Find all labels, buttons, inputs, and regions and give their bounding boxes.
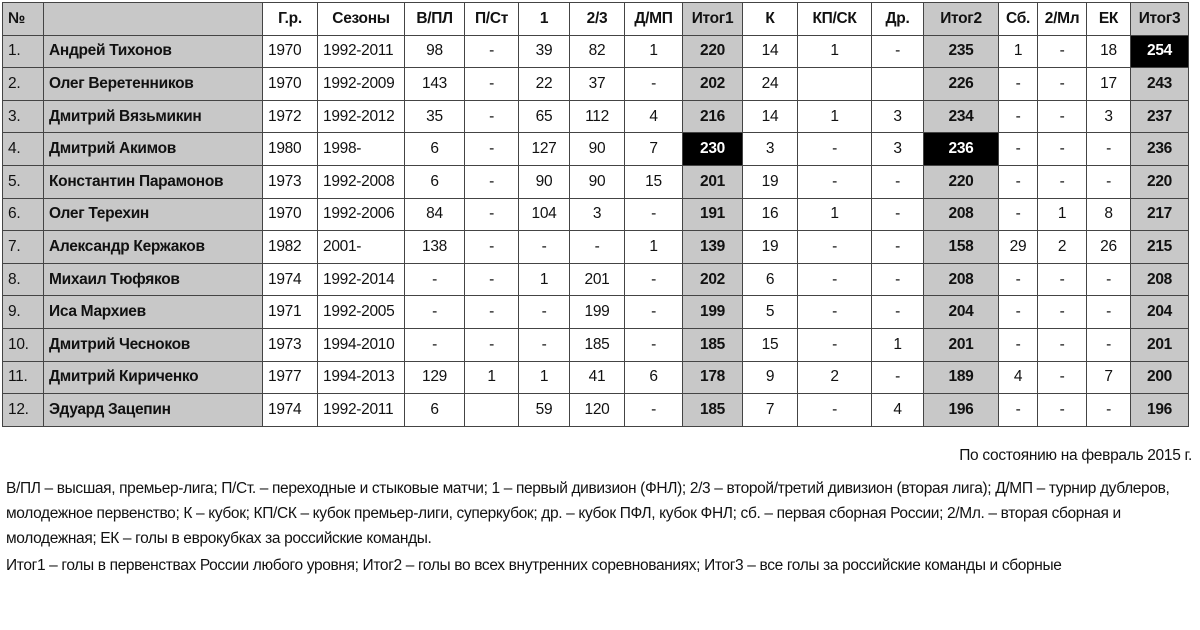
table-cell: 8 [1087, 198, 1131, 231]
table-cell: - [798, 263, 872, 296]
table-cell: 7 [1087, 361, 1131, 394]
table-cell: - [872, 361, 924, 394]
table-cell: 24 [743, 68, 798, 101]
table-cell: - [625, 68, 683, 101]
col-header: КП/СК [798, 3, 872, 36]
col-header: Итог2 [924, 3, 999, 36]
table-cell [872, 68, 924, 101]
table-cell: - [519, 296, 570, 329]
rank-cell: 3. [3, 100, 44, 133]
table-cell: 6 [743, 263, 798, 296]
table-row [3, 231, 1189, 264]
table-cell: 1992-2012 [318, 100, 405, 133]
table-cell: 26 [1087, 231, 1131, 264]
table-cell: 1973 [263, 328, 318, 361]
table-cell: - [465, 328, 519, 361]
table-cell: 18 [1087, 35, 1131, 68]
table-cell: - [999, 198, 1038, 231]
table-cell: - [1087, 394, 1131, 427]
table-cell: 1998- [318, 133, 405, 166]
legend [6, 476, 1191, 578]
player-name-cell: Дмитрий Акимов [44, 133, 263, 166]
table-cell: 1 [872, 328, 924, 361]
table-cell: 39 [519, 35, 570, 68]
player-name-cell: Михаил Тюфяков [44, 263, 263, 296]
table-cell: - [1038, 133, 1087, 166]
table-cell: 1 [1038, 198, 1087, 231]
table-cell: - [798, 394, 872, 427]
table-cell: - [999, 68, 1038, 101]
table-cell: 90 [570, 165, 625, 198]
table-cell: - [1038, 394, 1087, 427]
table-cell: 1 [465, 361, 519, 394]
table-cell: 6 [405, 133, 465, 166]
table-cell: 4 [872, 394, 924, 427]
table-cell: 204 [924, 296, 999, 329]
player-name-cell: Эдуард Зацепин [44, 394, 263, 427]
col-header: Итог3 [1131, 3, 1189, 36]
table-cell: 143 [405, 68, 465, 101]
player-name-cell: Иса Мархиев [44, 296, 263, 329]
table-cell: 59 [519, 394, 570, 427]
col-header: П/Ст [465, 3, 519, 36]
table-cell: - [1038, 100, 1087, 133]
player-name-cell: Олег Веретенников [44, 68, 263, 101]
table-cell: 7 [625, 133, 683, 166]
table-cell: 129 [405, 361, 465, 394]
col-header: В/ПЛ [405, 3, 465, 36]
table-cell: 1994-2013 [318, 361, 405, 394]
table-cell: - [405, 328, 465, 361]
table-cell: 84 [405, 198, 465, 231]
table-cell [798, 68, 872, 101]
table-row [3, 361, 1189, 394]
player-name-cell: Дмитрий Чесноков [44, 328, 263, 361]
col-header: Сезоны [318, 3, 405, 36]
player-name-cell: Олег Терехин [44, 198, 263, 231]
table-cell: 82 [570, 35, 625, 68]
table-cell: 19 [743, 231, 798, 264]
table-cell: - [872, 296, 924, 329]
table-cell: 29 [999, 231, 1038, 264]
table-cell: 98 [405, 35, 465, 68]
table-cell: - [625, 198, 683, 231]
table-cell: 1994-2010 [318, 328, 405, 361]
table-cell: 1972 [263, 100, 318, 133]
table-cell: - [999, 328, 1038, 361]
table-cell: 204 [1131, 296, 1189, 329]
legend-abbreviations: В/ПЛ – высшая, премьер-лига; П/Ст. – переходные и стыковые матчи; 1 – первый дивизион (ФНЛ); 2/3 – второй/третий дивизион (вторая лига); Д/МП – турнир дублеров, молодежное первенство; К – кубок; КП/СК – кубок премьер-лиги, суперкубок; др. – кубок ПФЛ, кубок ФНЛ; сб. – первая сборная России; 2/Мл. – вторая сборная и молодежная; ЕК – голы в еврокубках за российские команды. [6, 480, 1170, 547]
table-row [3, 263, 1189, 296]
table-cell: - [519, 328, 570, 361]
table-cell: - [1087, 165, 1131, 198]
table-cell: 208 [1131, 263, 1189, 296]
table-cell: 220 [1131, 165, 1189, 198]
table-cell: 22 [519, 68, 570, 101]
table-cell: - [872, 198, 924, 231]
table-cell: 178 [683, 361, 743, 394]
table-cell: - [1038, 165, 1087, 198]
table-cell: 1970 [263, 198, 318, 231]
table-cell: 185 [570, 328, 625, 361]
table-cell: - [519, 231, 570, 264]
table-cell: 1971 [263, 296, 318, 329]
table-cell: 226 [924, 68, 999, 101]
table-row [3, 296, 1189, 329]
table-cell: 158 [924, 231, 999, 264]
table-cell: 4 [999, 361, 1038, 394]
table-cell: 199 [683, 296, 743, 329]
table-cell: - [1087, 296, 1131, 329]
table-cell: 7 [743, 394, 798, 427]
table-cell: 6 [625, 361, 683, 394]
table-cell [465, 394, 519, 427]
col-header: Др. [872, 3, 924, 36]
table-cell: 19 [743, 165, 798, 198]
table-cell: 1992-2008 [318, 165, 405, 198]
table-row [3, 68, 1189, 101]
table-cell: 185 [683, 328, 743, 361]
table-row [3, 133, 1189, 166]
table-cell: 139 [683, 231, 743, 264]
table-cell: - [625, 328, 683, 361]
table-cell: 15 [743, 328, 798, 361]
table-cell: - [999, 296, 1038, 329]
table-cell: 90 [519, 165, 570, 198]
table-cell: - [465, 198, 519, 231]
table-cell: 254 [1131, 35, 1189, 68]
table-cell: - [798, 133, 872, 166]
table-cell: - [798, 165, 872, 198]
table-cell: 1 [519, 263, 570, 296]
table-cell: 196 [1131, 394, 1189, 427]
table-cell: 17 [1087, 68, 1131, 101]
table-cell: 185 [683, 394, 743, 427]
player-name-cell: Дмитрий Вязьмикин [44, 100, 263, 133]
table-cell: - [465, 263, 519, 296]
table-cell: 215 [1131, 231, 1189, 264]
table-row [3, 100, 1189, 133]
col-header: К [743, 3, 798, 36]
as-of-date-note: По состоянию на февраль 2015 г. [959, 447, 1192, 464]
table-cell: 14 [743, 35, 798, 68]
table-cell: - [570, 231, 625, 264]
player-name-cell: Дмитрий Кириченко [44, 361, 263, 394]
table-cell: - [798, 231, 872, 264]
table-cell: - [872, 231, 924, 264]
table-cell: - [798, 296, 872, 329]
table-cell: - [1038, 296, 1087, 329]
col-header: ЕК [1087, 3, 1131, 36]
table-cell: 1977 [263, 361, 318, 394]
col-header: 1 [519, 3, 570, 36]
table-cell: - [465, 133, 519, 166]
rank-cell: 9. [3, 296, 44, 329]
table-cell: 65 [519, 100, 570, 133]
table-cell: 243 [1131, 68, 1189, 101]
table-cell: 41 [570, 361, 625, 394]
table-cell: 1 [798, 198, 872, 231]
table-cell: 234 [924, 100, 999, 133]
table-cell: 201 [570, 263, 625, 296]
legend-totals: Итог1 – голы в первенствах России любого уровня; Итог2 – голы во всех внутренних соревнованиях; Итог3 – все голы за российские команды и сборные [6, 557, 1062, 574]
table-cell: 3 [570, 198, 625, 231]
table-cell: 236 [924, 133, 999, 166]
table-cell: 16 [743, 198, 798, 231]
table-cell: 1973 [263, 165, 318, 198]
table-cell: - [1038, 328, 1087, 361]
table-cell: 4 [625, 100, 683, 133]
table-cell: 1992-2009 [318, 68, 405, 101]
col-header: Сб. [999, 3, 1038, 36]
table-cell: - [465, 165, 519, 198]
table-cell: 112 [570, 100, 625, 133]
table-cell: 236 [1131, 133, 1189, 166]
table-cell: 208 [924, 263, 999, 296]
col-header: Г.р. [263, 3, 318, 36]
table-cell: - [999, 394, 1038, 427]
table-cell: 202 [683, 263, 743, 296]
table-cell: 1974 [263, 263, 318, 296]
table-cell: 2001- [318, 231, 405, 264]
player-name-cell: Константин Парамонов [44, 165, 263, 198]
table-cell: - [625, 394, 683, 427]
table-cell: - [465, 100, 519, 133]
table-row [3, 165, 1189, 198]
table-cell: - [1087, 263, 1131, 296]
table-cell: - [465, 35, 519, 68]
table-cell: 9 [743, 361, 798, 394]
table-cell: 6 [405, 165, 465, 198]
table-cell: - [999, 100, 1038, 133]
rank-cell: 2. [3, 68, 44, 101]
table-row [3, 328, 1189, 361]
table-cell: - [405, 296, 465, 329]
player-name-cell: Андрей Тихонов [44, 35, 263, 68]
table-cell: - [999, 133, 1038, 166]
table-cell: - [1038, 68, 1087, 101]
table-cell: 138 [405, 231, 465, 264]
table-cell: 1970 [263, 35, 318, 68]
table-cell: 1982 [263, 231, 318, 264]
table-cell: - [1087, 133, 1131, 166]
col-header: Итог1 [683, 3, 743, 36]
table-row [3, 394, 1189, 427]
col-header [44, 3, 263, 36]
table-cell: 216 [683, 100, 743, 133]
table-cell: 1 [798, 100, 872, 133]
table-cell: 217 [1131, 198, 1189, 231]
table-cell: 2 [1038, 231, 1087, 264]
table-cell: 237 [1131, 100, 1189, 133]
player-name-cell: Александр Кержаков [44, 231, 263, 264]
table-cell: 189 [924, 361, 999, 394]
col-header: Д/МП [625, 3, 683, 36]
table-cell: 235 [924, 35, 999, 68]
col-header: 2/3 [570, 3, 625, 36]
table-cell: - [1038, 35, 1087, 68]
scorers-table [2, 2, 1189, 427]
rank-cell: 5. [3, 165, 44, 198]
table-cell: 220 [683, 35, 743, 68]
rank-cell: 8. [3, 263, 44, 296]
table-cell: 201 [1131, 328, 1189, 361]
table-row [3, 198, 1189, 231]
table-cell: - [465, 296, 519, 329]
table-cell: 1970 [263, 68, 318, 101]
table-cell: 199 [570, 296, 625, 329]
table-cell: 3 [743, 133, 798, 166]
table-cell: 2 [798, 361, 872, 394]
table-cell: 1992-2011 [318, 394, 405, 427]
rank-cell: 11. [3, 361, 44, 394]
table-cell: - [999, 263, 1038, 296]
table-cell: 6 [405, 394, 465, 427]
table-cell: 1992-2005 [318, 296, 405, 329]
table-cell: 35 [405, 100, 465, 133]
table-cell: 3 [872, 100, 924, 133]
table-body [3, 35, 1189, 426]
table-cell: 90 [570, 133, 625, 166]
table-cell: 230 [683, 133, 743, 166]
table-cell: 5 [743, 296, 798, 329]
table-cell: 1980 [263, 133, 318, 166]
table-cell: 1 [625, 231, 683, 264]
table-cell: 14 [743, 100, 798, 133]
table-cell: - [625, 296, 683, 329]
table-cell: 1992-2011 [318, 35, 405, 68]
table-cell: 1 [519, 361, 570, 394]
table-cell: - [465, 68, 519, 101]
table-cell: 1992-2006 [318, 198, 405, 231]
table-cell: - [405, 263, 465, 296]
table-cell: - [798, 328, 872, 361]
table-cell: 191 [683, 198, 743, 231]
rank-cell: 4. [3, 133, 44, 166]
table-cell: 201 [924, 328, 999, 361]
rank-cell: 7. [3, 231, 44, 264]
table-cell: - [625, 263, 683, 296]
table-cell: 15 [625, 165, 683, 198]
table-header-row [3, 3, 1189, 36]
rank-cell: 6. [3, 198, 44, 231]
table-cell: 37 [570, 68, 625, 101]
table-cell: 1992-2014 [318, 263, 405, 296]
table-cell: - [872, 35, 924, 68]
table-cell: 201 [683, 165, 743, 198]
table-row [3, 35, 1189, 68]
table-cell: - [872, 165, 924, 198]
table-cell: 1 [625, 35, 683, 68]
table-cell: 127 [519, 133, 570, 166]
table-cell: 3 [1087, 100, 1131, 133]
table-cell: 202 [683, 68, 743, 101]
rank-cell: 1. [3, 35, 44, 68]
table-cell: - [999, 165, 1038, 198]
table-cell: 200 [1131, 361, 1189, 394]
table-cell: 220 [924, 165, 999, 198]
table-cell: - [872, 263, 924, 296]
table-cell: - [1038, 361, 1087, 394]
table-cell: - [1038, 263, 1087, 296]
table-cell: 1 [798, 35, 872, 68]
table-cell: 3 [872, 133, 924, 166]
table-cell: 104 [519, 198, 570, 231]
col-header: № [3, 3, 44, 36]
table-cell: - [465, 231, 519, 264]
table-cell: 208 [924, 198, 999, 231]
col-header: 2/Мл [1038, 3, 1087, 36]
rank-cell: 12. [3, 394, 44, 427]
table-cell: 1 [999, 35, 1038, 68]
table-cell: 1974 [263, 394, 318, 427]
table-cell: - [1087, 328, 1131, 361]
table-cell: 120 [570, 394, 625, 427]
table-cell: 196 [924, 394, 999, 427]
rank-cell: 10. [3, 328, 44, 361]
